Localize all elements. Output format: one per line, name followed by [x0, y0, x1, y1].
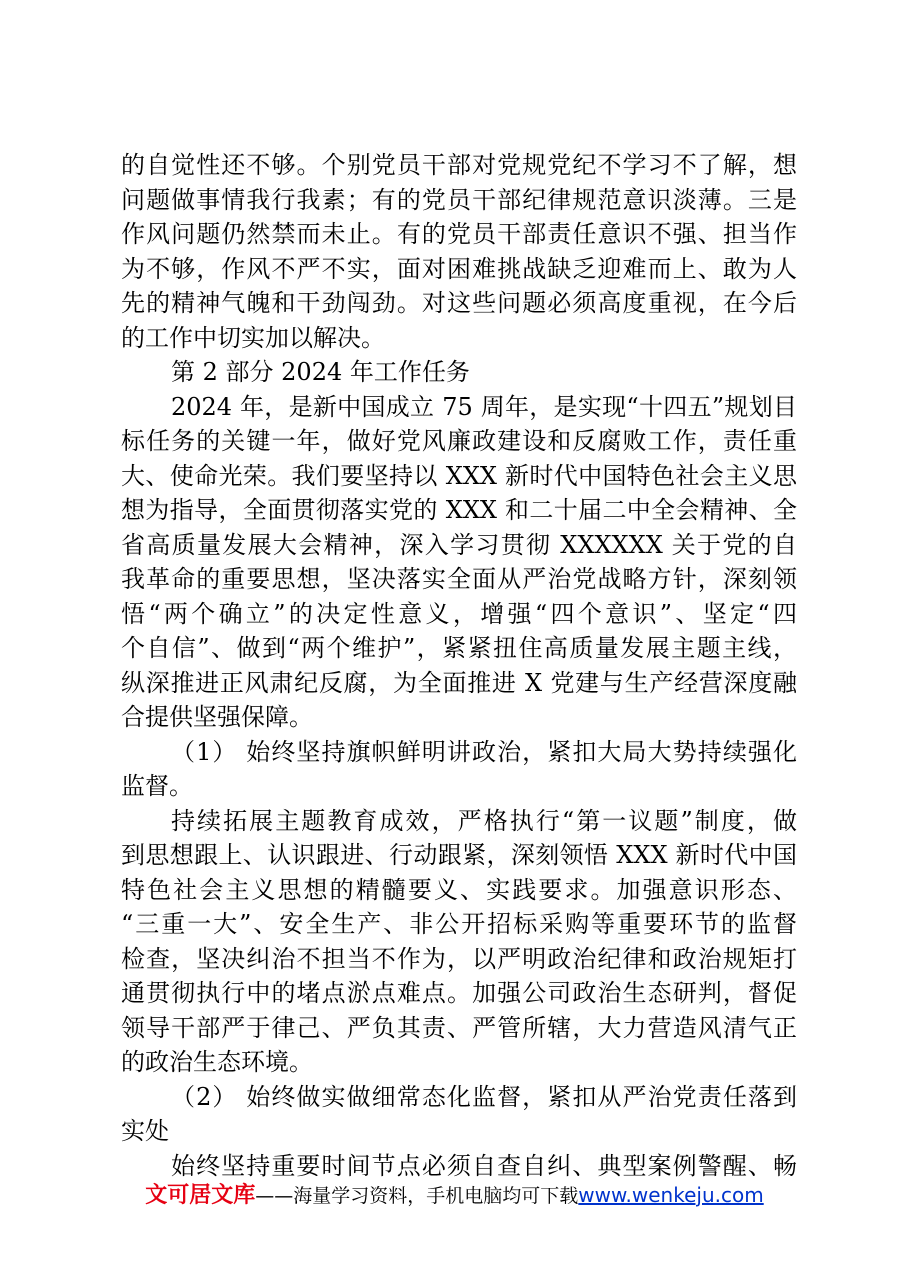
body-line: 标任务的关键一年，做好党风廉政建设和反腐败工作，责任重 — [121, 427, 797, 455]
subsection-heading: （2） 始终做实做细常态化监督，紧扣从严治党责任落到 — [171, 1082, 797, 1111]
body-line: 领导干部严于律己、严负其责、严管所辖，大力营造风清气正 — [121, 1013, 797, 1042]
brand-name: 文可居文库 — [145, 1183, 256, 1208]
body-line: 省高质量发展大会精神，深入学习贯彻 XXXXXX 关于党的自 — [121, 530, 797, 559]
body-line: 合提供坚强保障。 — [121, 703, 313, 731]
body-line: 为不够，作风不严不实，面对困难挑战缺乏迎难而上、敢为人 — [121, 254, 797, 283]
subsection-heading: （1） 始终坚持旗帜鲜明讲政治，紧扣大局大势持续强化 — [171, 737, 797, 766]
body-line: 检查，坚决纠治不担当不作为，以严明政治纪律和政治规矩打 — [121, 944, 797, 973]
subsection-heading-cont: 监督。 — [121, 772, 193, 800]
body-line: 的工作中切实加以解决。 — [121, 323, 385, 352]
body-line: 悟“两个确立”的决定性意义，增强“四个意识”、坚定“四 — [121, 599, 797, 628]
body-line: 通贯彻执行中的堵点淤点难点。加强公司政治生态研判，督促 — [121, 979, 797, 1007]
section-heading: 第 2 部分 2024 年工作任务 — [171, 358, 470, 386]
body-line: 持续拓展主题教育成效，严格执行“第一议题”制度，做 — [171, 806, 797, 835]
site-link[interactable]: www.wenkeju.com — [578, 1183, 764, 1207]
body-line: 特色社会主义思想的精髓要义、实践要求。加强意识形态、 — [121, 875, 797, 904]
footer-tagline: ——海量学习资料，手机电脑均可下载 — [255, 1185, 579, 1207]
document-body — [121, 148, 797, 1183]
body-line: 的政治生态环境。 — [121, 1048, 313, 1076]
body-line: 纵深推进正风肃纪反腐，为全面推进 X 党建与生产经营深度融 — [121, 668, 797, 697]
body-line: 个自信”、做到“两个维护”，紧紧扭住高质量发展主题主线， — [121, 634, 797, 662]
footer-banner — [0, 1180, 909, 1211]
body-line: 到思想跟上、认识跟进、行动跟紧，深刻领悟 XXX 新时代中国 — [121, 841, 797, 869]
body-line: 想为指导，全面贯彻落实党的 XXX 和二十届二中全会精神、全 — [121, 496, 797, 524]
body-line: 始终坚持重要时间节点必须自查自纠、典型案例警醒、畅 — [171, 1151, 797, 1180]
body-line: 我革命的重要思想，坚决落实全面从严治党战略方针，深刻领 — [121, 565, 797, 593]
body-line: 大、使命光荣。我们要坚持以 XXX 新时代中国特色社会主义思 — [121, 461, 797, 490]
body-line: 作风问题仍然禁而未止。有的党员干部责任意识不强、担当作 — [121, 220, 797, 248]
body-line: “三重一大”、安全生产、非公开招标采购等重要环节的监督 — [121, 910, 797, 938]
body-line: 先的精神气魄和干劲闯劲。对这些问题必须高度重视，在今后 — [121, 289, 797, 317]
subsection-heading-cont: 实处 — [121, 1117, 169, 1145]
body-line: 2024 年，是新中国成立 75 周年，是实现“十四五”规划目 — [171, 392, 797, 421]
body-line: 的自觉性还不够。个别党员干部对党规党纪不学习不了解，想 — [121, 151, 797, 179]
body-line: 问题做事情我行我素；有的党员干部纪律规范意识淡薄。三是 — [121, 185, 797, 214]
